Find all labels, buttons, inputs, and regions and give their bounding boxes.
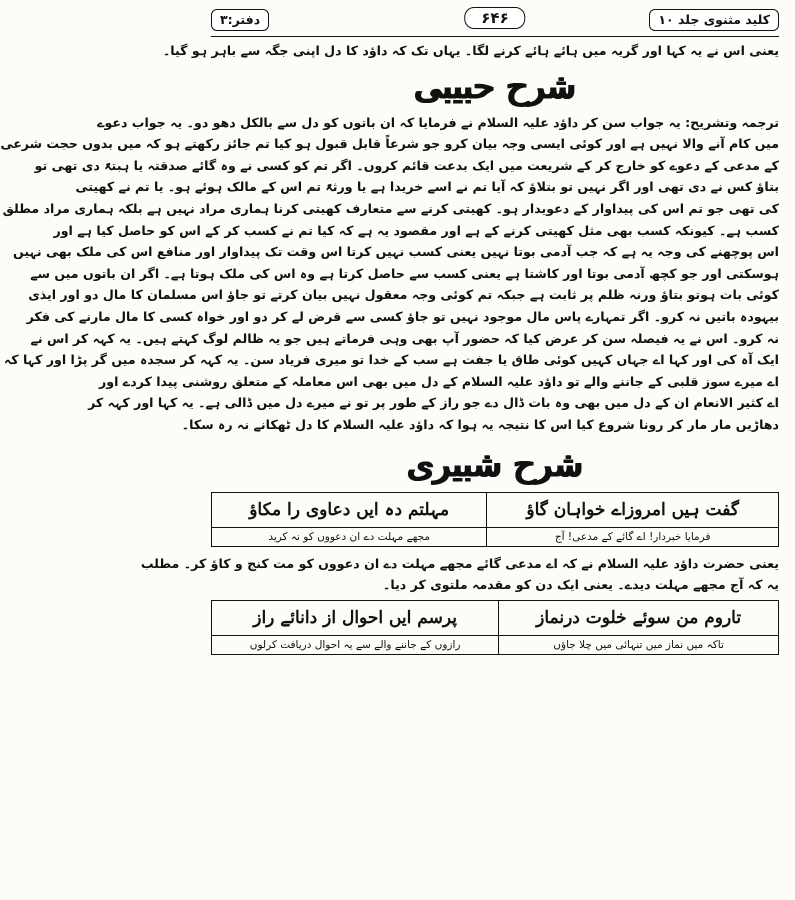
verse-1-left-hemistich: مہلتم دہ ایں دعاوی را مکاؤ [212, 492, 487, 527]
verse-2-left-translation: رازوں کے جاننے والے سے یہ احوال دریافت کرلوں [212, 635, 499, 654]
page-number: ۶۴۶ [464, 7, 525, 29]
verse-1-right-translation: فرمایا خبردار! اے گائے کے مدعی! آج [487, 527, 779, 546]
book-title-box: کلید مثنوی جلد ۱۰ [649, 9, 779, 31]
section-title-shabbiri: شرح شبیری [407, 444, 583, 485]
text-line: یعنی اس نے یہ کہا اور گریہ میں ہائے ہائے کرنے لگا۔ یہاں تک کہ داؤد کا دل اپنی جگہ سے باہر ہو گیا۔ [162, 43, 779, 58]
intro-paragraph [162, 40, 779, 62]
text-line: میں کام آنے والا نہیں ہے اور کوئی ایسی وجہ بیان کرو جو شرعاً قابل قبول ہو کیا تم جائز رکھتے ہو کہ میں بدوں حجت شرعی [0, 136, 779, 152]
verse-1-left-translation: مجھے مہلت دے ان دعووں کو نہ کرید [212, 527, 487, 546]
text-line: کی تھی جو تم اس کی پیداوار کے دعویدار ہو۔ کھیتی کرنے سے متعارف کھیتی کرنا ہماری مراد نہیں ہے بلکہ ہماری مراد مطلق [2, 200, 779, 216]
shabbiri-paragraph [140, 553, 779, 596]
text-line: بیہودہ باتیں نہ کرو۔ اگر تمہارے پاس مال موجود نہیں تو جاؤ کسی سے قرض لے کر دو اور خواہ کسی کا مال مارنے کی فکر [26, 308, 779, 324]
volume-box: دفتر:۳ [211, 9, 269, 31]
text-line: دھاڑیں مار مار کر رونا شروع کیا اس کا نتیجہ یہ ہوا کہ داؤد علیہ السلام کا دل ٹھکانے نہ رہ سکا۔ [181, 416, 779, 432]
text-line: یہ کہ آج مجھے مہلت دیدے۔ یعنی ایک دن کو مقدمہ ملتوی کر دیا۔ [382, 577, 779, 593]
text-line: کوئی بات ہوتو بتاؤ ورنہ ظلم پر ثابت ہے جبکہ تم کوئی وجہ معقول نہیں بیان کرتے تو جاؤ اس مسلمان کا مال دو اور ایذی [28, 287, 779, 303]
verse-2-right-hemistich: تاروم من سوئے خلوت درنماز [499, 600, 779, 635]
text-line: اے میرے سوز قلبی کے جاننے والے تو داؤد علیہ السلام کے دل میں بھی اس معاملہ کے متعلق روشنی پیدا کردے اور [99, 373, 779, 389]
verse-table-2 [211, 600, 779, 655]
habibi-paragraph [0, 112, 779, 436]
page-header [211, 6, 779, 34]
text-line: بتاؤ کس نے دی تھی اور اگر نہیں تو بتلاؤ کہ آیا تم نے اسے خریدا ہے یا ورثۃً تم اس کے مالک ہوئے ہو۔ یا تم نے کھیتی [75, 179, 779, 195]
text-line: نہ کرو۔ اس نے یہ فیصلہ سن کر عرض کیا کہ حضور آپ بھی وہی فرماتے ہیں جو یہ ظالم لوگ کہتے ہیں۔ یہ کہہ کر اس نے [30, 330, 779, 346]
verse-1-right-hemistich: گفت ہیں امروزاے خواہان گاؤ [487, 492, 779, 527]
header-rule [211, 36, 779, 37]
text-line: ایک آہ کی اور کہا اے جہاں کہیں کوئی طاق یا جفت ہے سب کے خدا تو میری فریاد سن۔ یہ کہہ کر سجدہ میں گر پڑا اور کہا کہ [3, 352, 779, 368]
verse-table-1 [211, 492, 779, 547]
verse-2-left-hemistich: پرسم ایں احوال از دانائے راز [212, 600, 499, 635]
text-line: اے کثیر الانعام ان کے دل میں بھی وہ بات ڈال دے جو راز کے طور پر تو نے میرے دل میں ڈالی ہے۔ یہ کہا اور کہہ کر [88, 395, 779, 411]
section-title-habibi: شرح حبیبی [414, 66, 576, 107]
text-line: یعنی حضرت داؤد علیہ السلام نے کہ اے مدعی گائے مجھے مہلت دے ان دعووں کو مت کنج و کاؤ کر۔ مطلب [140, 555, 779, 571]
text-line: اس پوچھنے کی وجہ یہ ہے کہ جب آدمی بوتا نہیں یعنی کسب نہیں کرتا اس وقت تک پیداوار اور منافع اس کی ملک بھی نہیں [13, 244, 779, 260]
text-line: ہوسکتی اور جو کچھ آدمی بوتا اور کاشتا ہے یعنی کسب سے حاصل کرتا ہے وہ اس کی ملک ہوتا ہے۔ اگر ان باتوں میں سے [30, 265, 779, 281]
verse-2-right-translation: تاکہ میں نماز میں تنہائی میں چلا جاؤں [499, 635, 779, 654]
text-line: کے مدعی کے دعوے کو خارج کر کے شریعت میں ایک بدعت قائم کروں۔ اگر تم کو کسی نے وہ گائے صدقتہ یا ہبتہً دی تھی تو [34, 157, 779, 173]
text-line: ترجمہ وتشریح: یہ جواب سن کر داؤد علیہ السلام نے فرمایا کہ ان باتوں کو دل سے بالکل دھو دو۔ یہ جواب دعوے [97, 114, 779, 130]
text-line: کسب ہے۔ کیونکہ کسب بھی مثل کھیتی کرنے کے ہے اور مقصود یہ ہے کہ کیا تم نے کسب کر کے اس کو حاصل کیا ہے اور [53, 222, 779, 238]
